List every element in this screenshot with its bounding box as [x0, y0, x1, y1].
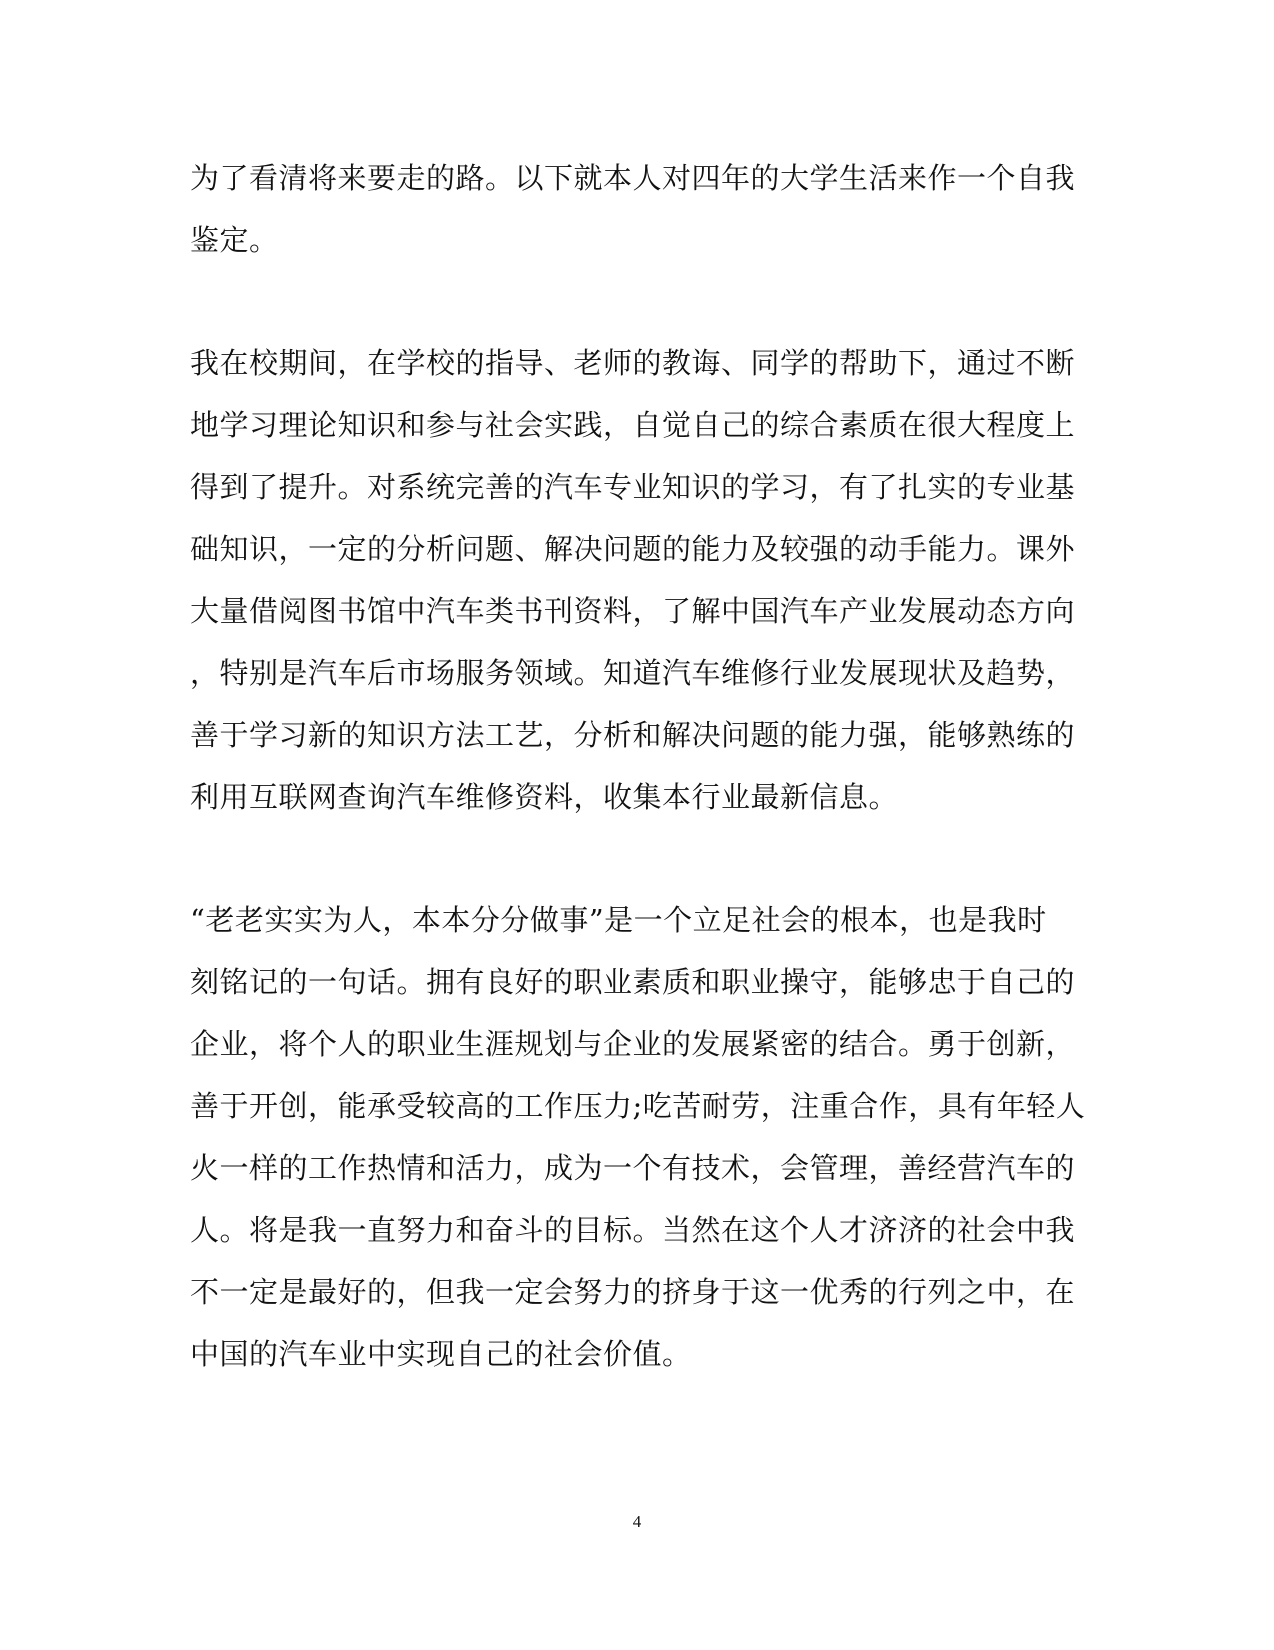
text-line: 为了看清将来要走的路。以下就本人对四年的大学生活来作一个自我 [190, 161, 1076, 195]
text-line: 善于学习新的知识方法工艺，分析和解决问题的能力强，能够熟练的 [190, 718, 1076, 752]
text-line: 础知识，一定的分析问题、解决问题的能力及较强的动手能力。课外 [190, 532, 1076, 566]
text-line: “老老实实为人，本本分分做事”是一个立足社会的根本，也是我时 [190, 903, 1047, 937]
text-line: 我在校期间，在学校的指导、老师的教诲、同学的帮助下，通过不断 [190, 346, 1076, 380]
text-line: 不一定是最好的，但我一定会努力的挤身于这一优秀的行列之中，在 [190, 1275, 1076, 1309]
text-line: 企业，将个人的职业生涯规划与企业的发展紧密的结合。勇于创新， [190, 1027, 1076, 1061]
text-line: 刻铭记的一句话。拥有良好的职业素质和职业操守，能够忠于自己的 [190, 965, 1076, 999]
text-line: 利用互联网查询汽车维修资料，收集本行业最新信息。 [190, 780, 899, 814]
page-number: 4 [632, 1512, 642, 1531]
text-line: 得到了提升。对系统完善的汽车专业知识的学习，有了扎实的专业基 [190, 470, 1076, 504]
text-line: 火一样的工作热情和活力，成为一个有技术，会管理，善经营汽车的 [190, 1151, 1076, 1185]
text-line: ，特别是汽车后市场服务领域。知道汽车维修行业发展现状及趋势， [190, 656, 1076, 690]
text-line: 地学习理论知识和参与社会实践，自觉自己的综合素质在很大程度上 [190, 408, 1076, 442]
text-line: 鉴定。 [190, 223, 279, 257]
text-line: 人。将是我一直努力和奋斗的目标。当然在这个人才济济的社会中我 [190, 1213, 1076, 1247]
text-line: 善于开创，能承受较高的工作压力;吃苦耐劳，注重合作，具有年轻人 [190, 1089, 1086, 1123]
text-line: 中国的汽车业中实现自己的社会价值。 [190, 1337, 692, 1371]
text-line: 大量借阅图书馆中汽车类书刊资料，了解中国汽车产业发展动态方向 [190, 594, 1076, 628]
